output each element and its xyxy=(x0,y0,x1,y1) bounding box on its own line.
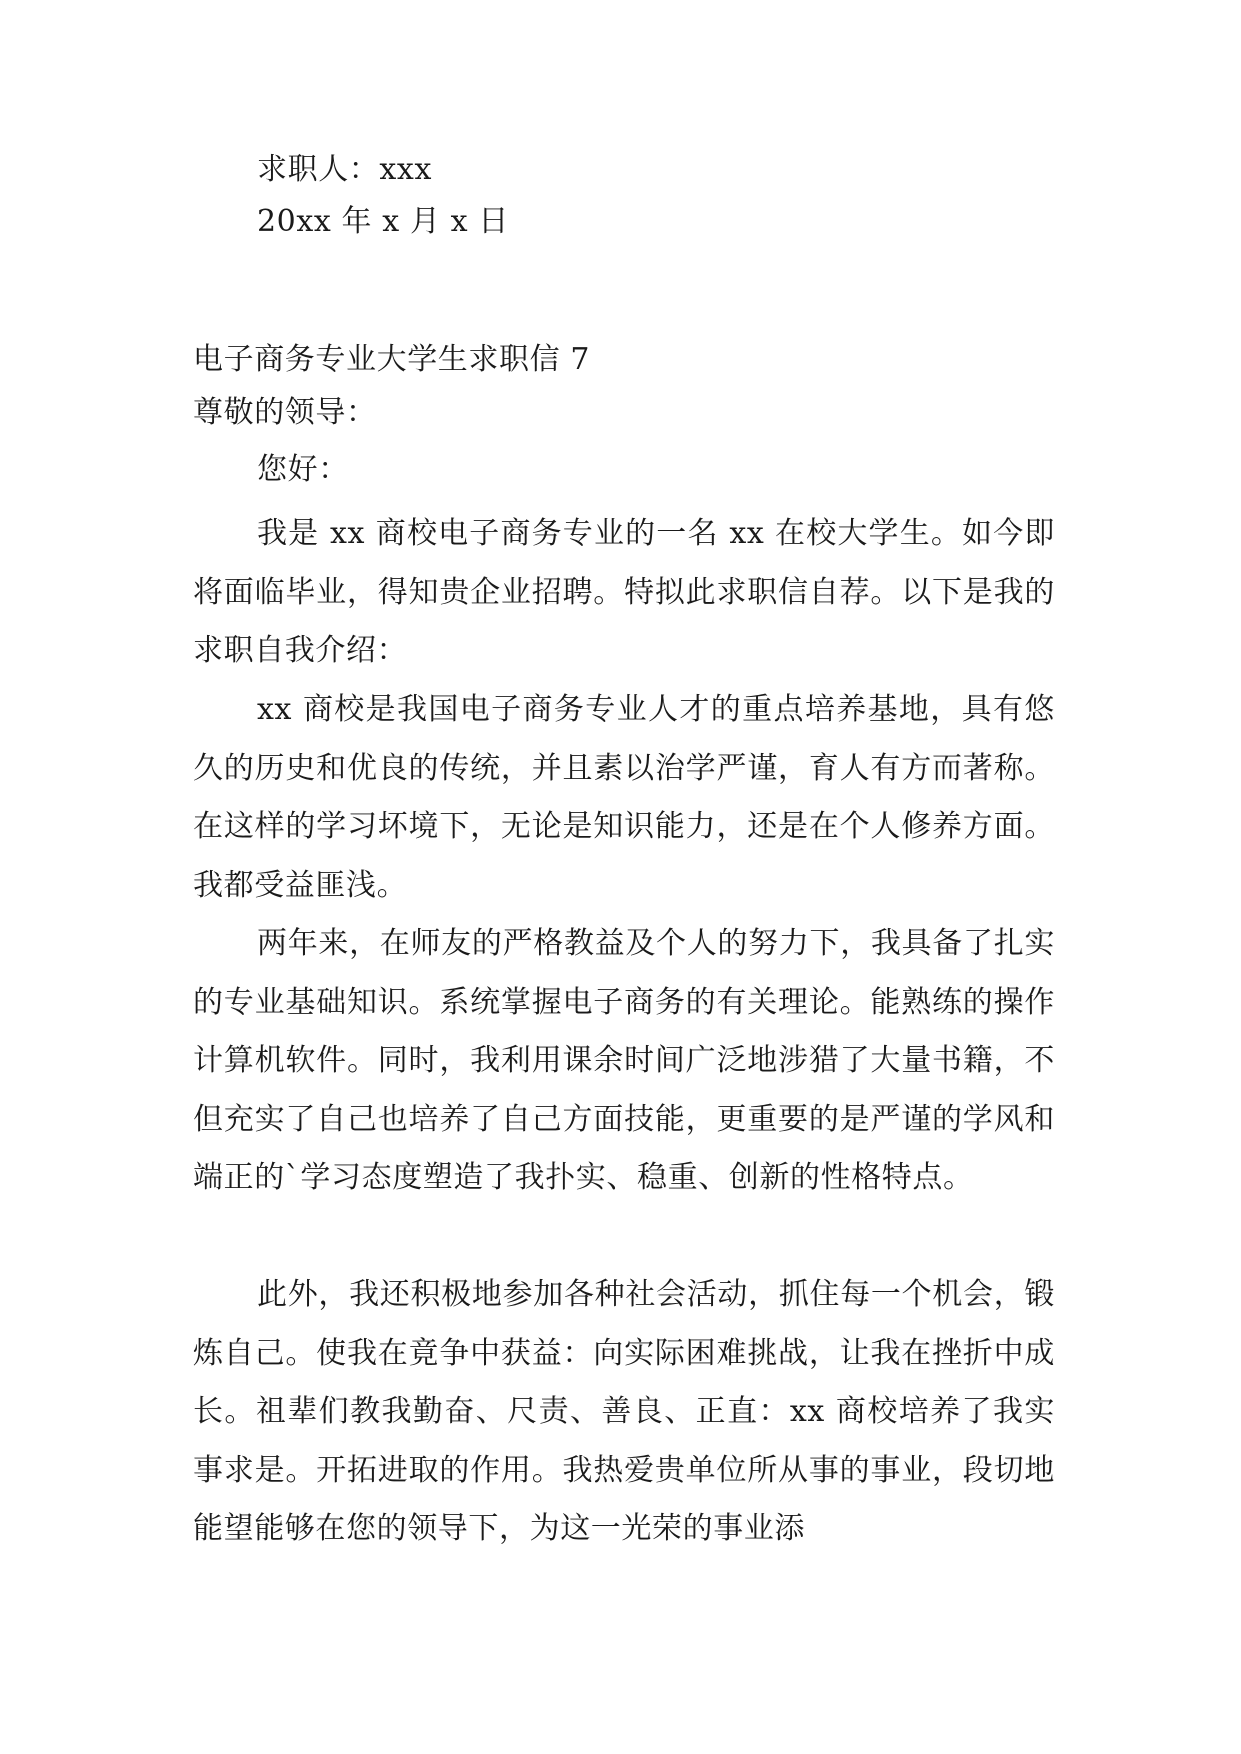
paragraph-school: xx 商校是我国电子商务专业人才的重点培养基地，具有悠久的历史和优良的传统，并且素以治学严谨，育人有方而著称。在这样的学习坏境下，无论是知识能力，还是在个人修养方面。我都受益匪浅。 xyxy=(193,692,1055,903)
salutation: 尊敬的领导： xyxy=(193,395,377,430)
signature-date: 20xx 年 x 月 x 日 xyxy=(257,204,509,239)
greeting: 您好： xyxy=(257,452,349,487)
paragraph-activities: 此外，我还积极地参加各种社会活动，抓住每一个机会，锻炼自己。使我在竟争中获益：向实际困难挑战，让我在挫折中成长。祖辈们教我勤奋、尺责、善良、正直：xx 商校培养了我实事求是。开拓进取的作用。我热爱贵单位所从事的事业，段切地能望能够在您的领导下，为这一光荣的事业添 xyxy=(193,1277,1055,1546)
paragraph-intro: 我是 xx 商校电子商务专业的一名 xx 在校大学生。如今即将面临毕业，得知贵企业招聘。特拟此求职信自荐。以下是我的求职自我介绍： xyxy=(193,516,1055,668)
letter-title: 电子商务专业大学生求职信 7 xyxy=(193,342,591,377)
applicant-signature: 求职人：xxx xyxy=(257,152,432,187)
paragraph-study: 两年来，在师友的严格教益及个人的努力下，我具备了扎实的专业基础知识。系统掌握电子商务的有关理论。能熟练的操作计算机软件。同时，我利用课余时间广泛地涉猎了大量书籍，不但充实了自己也培养了自己方面技能，更重要的是严谨的学风和端正的`学习态度塑造了我扑实、稳重、创新的性格特点。 xyxy=(193,926,1055,1195)
